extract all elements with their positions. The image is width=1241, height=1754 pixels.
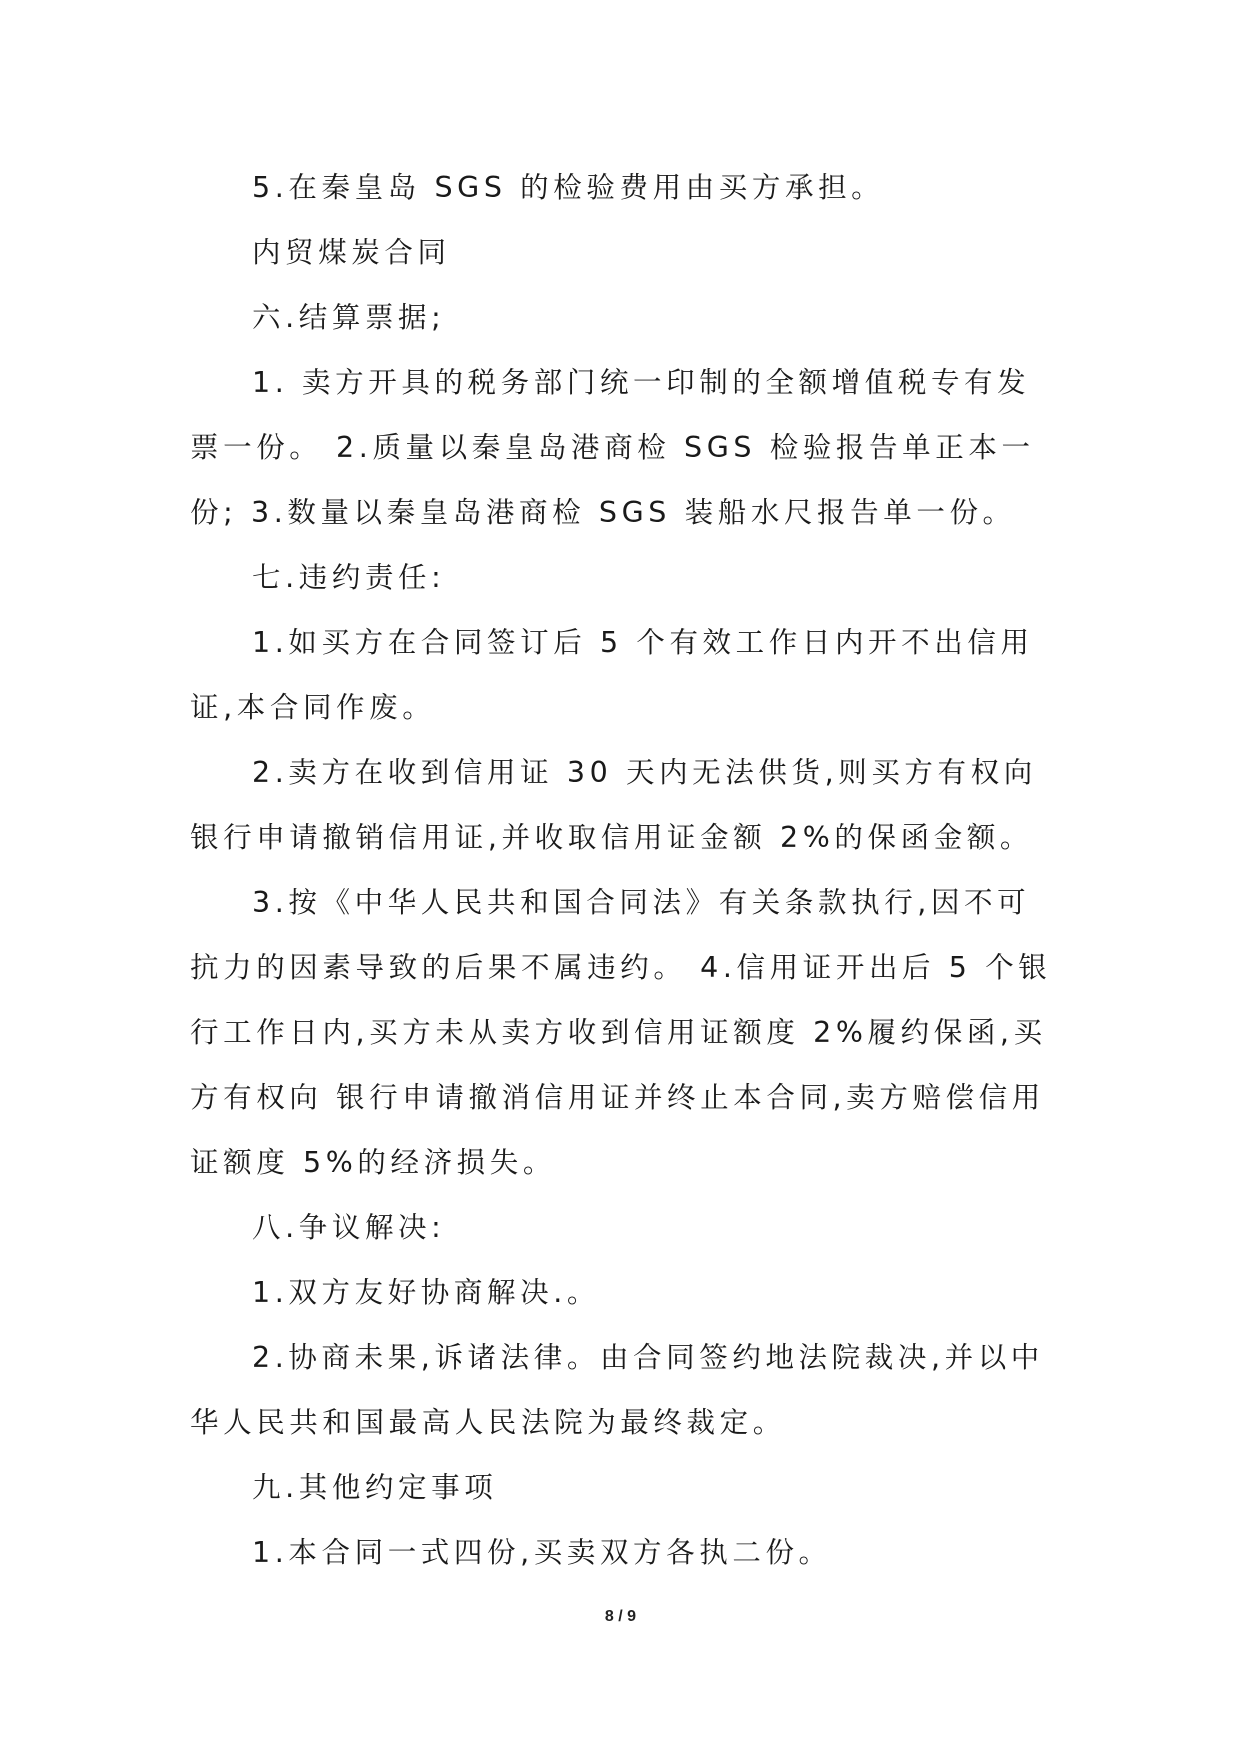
- paragraph: 5.在秦皇岛 SGS 的检验费用由买方承担。: [252, 171, 885, 204]
- paragraph: 3.按《中华人民共和国合同法》有关条款执行,因不可抗力的因素导致的后果不属违约。 4.信用证开出后 5 个银行工作日内,买方未从卖方收到信用证额度 2%履约保函,买方有权向 银行申请撤消信用证并终止本合同,卖方赔偿信用证额度 5%的经济损失。: [190, 886, 1052, 1179]
- section-heading: 九.其他约定事项: [252, 1471, 498, 1504]
- paragraph: 1.本合同一式四份,买卖双方各执二份。: [252, 1536, 832, 1569]
- paragraph: 内贸煤炭合同: [252, 236, 451, 269]
- paragraph: 2.卖方在收到信用证 30 天内无法供货,则买方有权向银行申请撤销信用证,并收取信用证金额 2%的保函金额。: [190, 756, 1037, 854]
- paragraph: 2.协商未果,诉诸法律。由合同签约地法院裁决,并以中华人民共和国最高人民法院为最终裁定。: [190, 1341, 1044, 1439]
- paragraph: 1. 卖方开具的税务部门统一印制的全额增值税专有发票一份。 2.质量以秦皇岛港商检 SGS 检验报告单正本一份; 3.数量以秦皇岛港商检 SGS 装船水尺报告单一份。: [190, 366, 1035, 529]
- section-heading: 八.争议解决:: [252, 1211, 446, 1244]
- section-heading: 六.结算票据;: [252, 301, 446, 334]
- section-heading: 七.违约责任:: [252, 561, 446, 594]
- document-body: [190, 155, 1052, 1585]
- paragraph: 1.双方友好协商解决.。: [252, 1276, 600, 1309]
- paragraph: 1.如买方在合同签订后 5 个有效工作日内开不出信用证,本合同作废。: [190, 626, 1034, 724]
- page-number: 8 / 9: [604, 1608, 637, 1625]
